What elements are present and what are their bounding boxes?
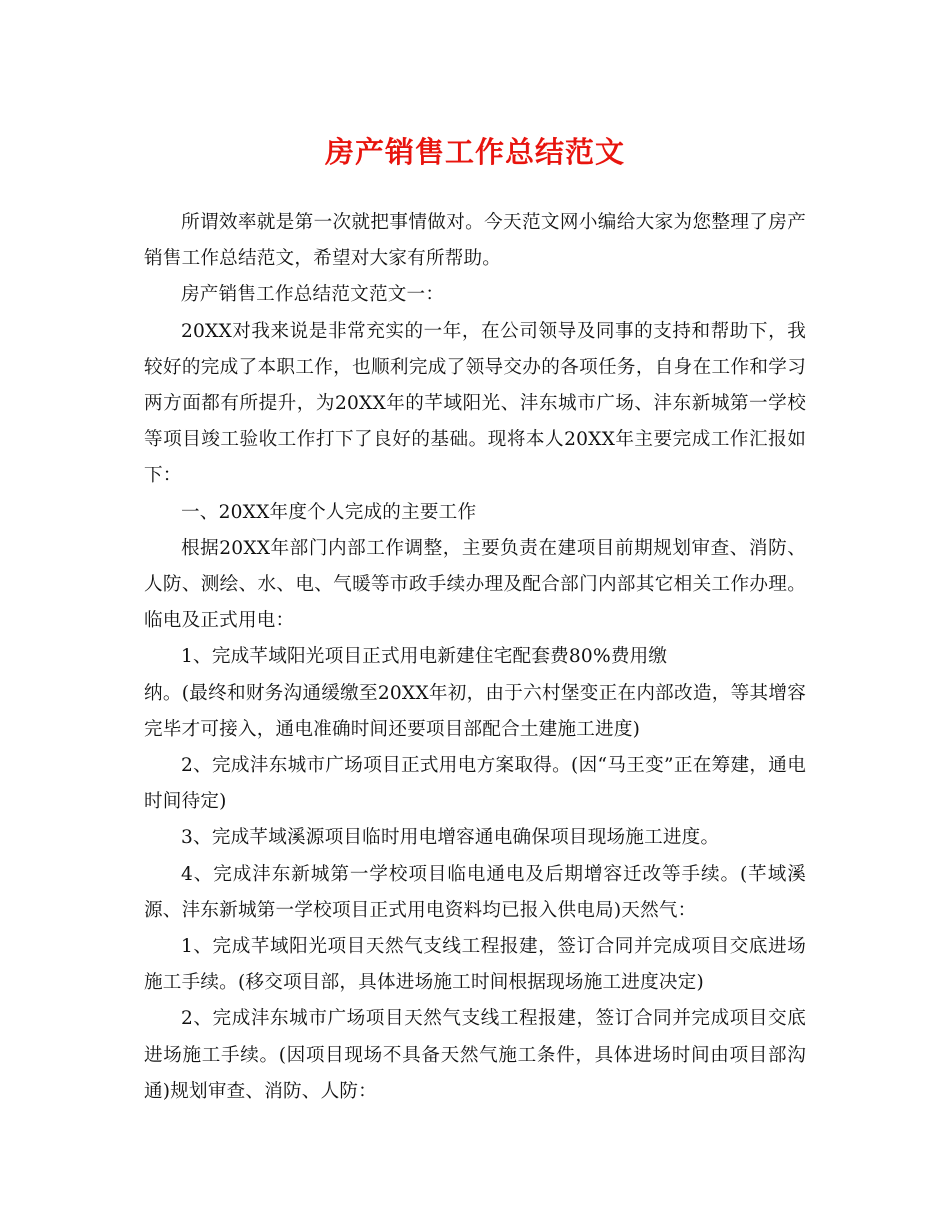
list-item: 2、完成沣东城市广场项目正式用电方案取得。(因“马王变”正在筹建，通电时间待定) bbox=[144, 755, 806, 813]
list-item-continuation: 纳。(最终和财务沟通缓缴至20XX年初，由于六村堡变正在内部改造，等其增容完毕才可接入，通电准确时间还要项目部配合土建施工进度) bbox=[144, 682, 806, 740]
list-item: 1、完成芊域阳光项目正式用电新建住宅配套费80%费用缴 bbox=[181, 646, 668, 668]
paragraph-intro: 所谓效率就是第一次就把事情做对。今天范文网小编给大家为您整理了房产销售工作总结范文，希望对大家有所帮助。 bbox=[144, 212, 806, 270]
paragraph-heading-main-work: 一、20XX年度个人完成的主要工作 bbox=[181, 501, 477, 523]
document-body bbox=[144, 205, 806, 1110]
paragraph-work-scope: 根据20XX年部门内部工作调整，主要负责在建项目前期规划审查、消防、人防、测绘、水、电、气暖等市政手续办理及配合部门内部其它相关工作办理。临电及正式用电： bbox=[144, 537, 806, 632]
list-item: 4、完成沣东新城第一学校项目临电通电及后期增容迁改等手续。(芊域溪源、沣东新城第一学校项目正式用电资料均已报入供电局)天然气： bbox=[144, 863, 806, 921]
list-item: 1、完成芊域阳光项目天然气支线工程报建，签订合同并完成项目交底进场施工手续。(移交项目部，具体进场施工时间根据现场施工进度决定) bbox=[144, 936, 806, 994]
list-item: 3、完成芊域溪源项目临时用电增容通电确保项目现场施工进度。 bbox=[181, 827, 720, 849]
list-item: 2、完成沣东城市广场项目天然气支线工程报建，签订合同并完成项目交底进场施工手续。(因项目现场不具备天然气施工条件，具体进场时间由项目部沟通)规划审查、消防、人防： bbox=[144, 1008, 806, 1102]
paragraph-section-heading: 房产销售工作总结范文范文一： bbox=[181, 284, 445, 306]
document-title: 房产销售工作总结范文 bbox=[324, 135, 625, 169]
paragraph-summary: 20XX对我来说是非常充实的一年，在公司领导及同事的支持和帮助下，我较好的完成了本职工作，也顺利完成了领导交办的各项任务，自身在工作和学习两方面都有所提升，为20XX年的芊域阳光、沣东城市广场、沣东新城第一学校等项目竣工验收工作打下了良好的基础。现将本人20XX年主要完成工作汇报如下： bbox=[144, 320, 806, 487]
